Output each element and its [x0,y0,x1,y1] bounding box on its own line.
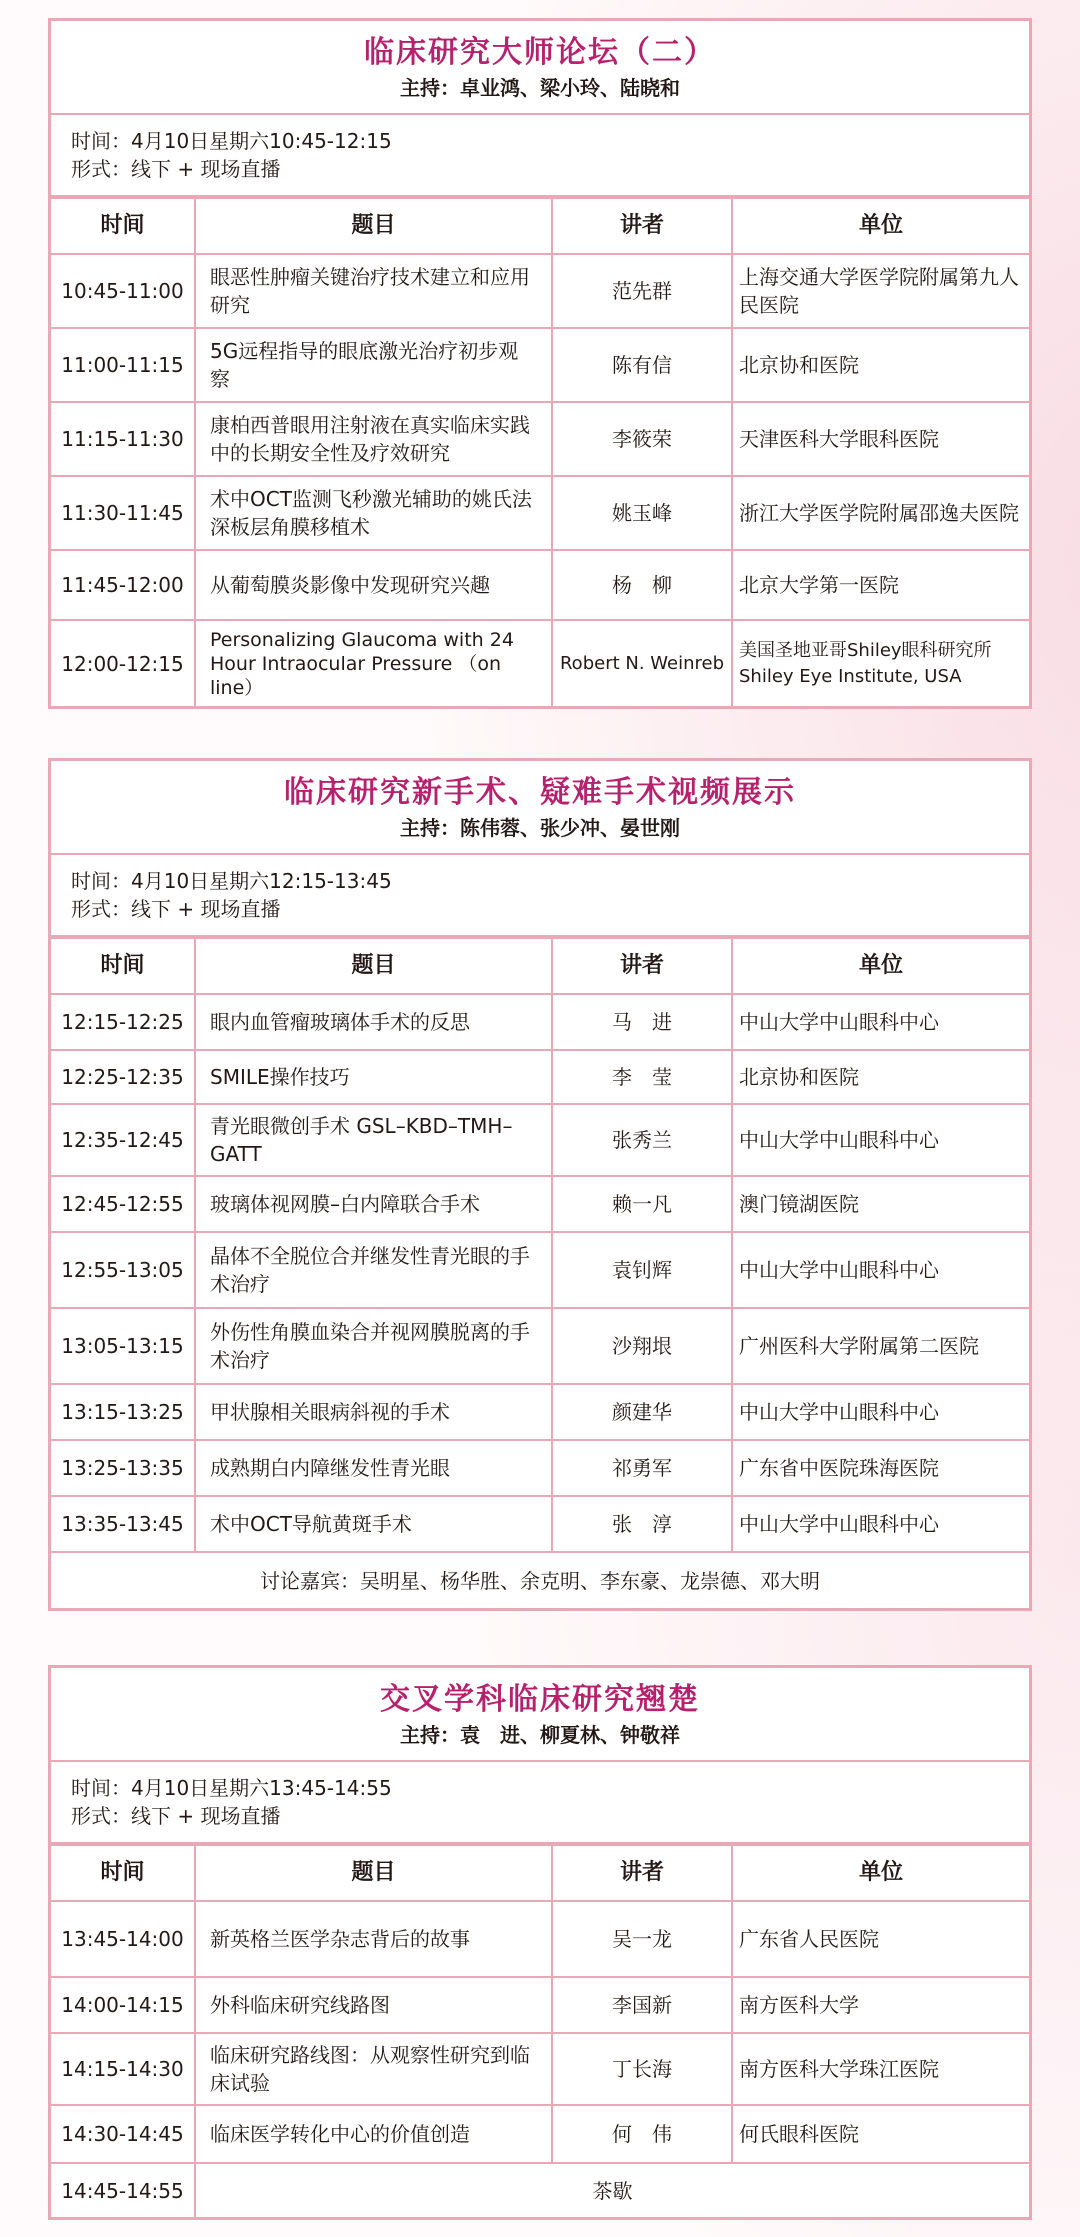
session-host: 主持：袁 进、柳夏林、钟敬祥 [400,1723,680,1747]
table-header-row [51,1845,1029,1901]
row-unit: 澳门镜湖医院 [732,1176,1029,1232]
row-topic: 青光眼微创手术 GSL–KBD–TMH–GATT [195,1104,552,1176]
row-unit: 北京协和医院 [732,328,1029,402]
session-time: 时间：4月10日星期六10:45-12:15 [71,129,392,153]
header-unit: 单位 [732,938,1029,994]
row-unit: 中山大学中山眼科中心 [732,1104,1029,1176]
session-header [51,1668,1029,1762]
session-title: 临床研究大师论坛（二） [364,35,716,70]
header-time: 时间 [51,938,195,994]
header-unit: 单位 [732,1845,1029,1901]
row-unit: 南方医科大学珠江医院 [732,2033,1029,2105]
row-speaker: 赖一凡 [552,1176,732,1232]
row-speaker: Robert N. Weinreb [552,620,732,706]
discussion-row [51,1552,1029,1608]
table-row [51,620,1029,706]
header-topic: 题目 [195,938,552,994]
session-block-1 [48,18,1032,709]
row-topic: 玻璃体视网膜–白内障联合手术 [195,1176,552,1232]
row-topic: SMILE操作技巧 [195,1050,552,1104]
row-unit: 中山大学中山眼科中心 [732,994,1029,1050]
row-unit: 浙江大学医学院附属邵逸夫医院 [732,476,1029,550]
session-format: 形式：线下 + 现场直播 [71,157,281,181]
table-row [51,1496,1029,1552]
row-speaker: 丁长海 [552,2033,732,2105]
row-speaker: 姚玉峰 [552,476,732,550]
schedule-table [51,937,1029,1608]
row-time: 11:30-11:45 [51,476,195,550]
row-time: 11:15-11:30 [51,402,195,476]
row-time: 12:15-12:25 [51,994,195,1050]
table-row [51,1384,1029,1440]
table-row [51,994,1029,1050]
session-header [51,21,1029,115]
row-speaker: 杨 柳 [552,550,732,620]
schedule-table [51,1844,1029,2217]
row-unit: 中山大学中山眼科中心 [732,1496,1029,1552]
session-format: 形式：线下 + 现场直播 [71,897,281,921]
header-time: 时间 [51,1845,195,1901]
session-block-3 [48,1665,1032,2220]
session-time: 时间：4月10日星期六13:45-14:55 [71,1776,392,1800]
row-topic: 术中OCT监测飞秒激光辅助的姚氏法深板层角膜移植术 [195,476,552,550]
row-time: 12:25-12:35 [51,1050,195,1104]
row-unit: 中山大学中山眼科中心 [732,1384,1029,1440]
row-topic: 康柏西普眼用注射液在真实临床实践中的长期安全性及疗效研究 [195,402,552,476]
session-info [51,115,1029,197]
session-title: 交叉学科临床研究翘楚 [380,1682,700,1717]
table-row [51,1901,1029,1977]
row-topic: 外科临床研究线路图 [195,1977,552,2033]
row-speaker: 吴一龙 [552,1901,732,1977]
table-row [51,254,1029,328]
row-topic: 眼内血管瘤玻璃体手术的反思 [195,994,552,1050]
row-speaker: 张秀兰 [552,1104,732,1176]
row-time: 13:25-13:35 [51,1440,195,1496]
row-speaker: 李国新 [552,1977,732,2033]
row-time: 10:45-11:00 [51,254,195,328]
row-speaker: 袁钊辉 [552,1232,732,1308]
row-time: 13:45-14:00 [51,1901,195,1977]
row-topic: 临床研究路线图：从观察性研究到临床试验 [195,2033,552,2105]
table-row [51,1176,1029,1232]
table-header-row [51,938,1029,994]
schedule-table [51,197,1029,706]
row-speaker: 何 伟 [552,2105,732,2163]
session-format: 形式：线下 + 现场直播 [71,1804,281,1828]
header-speaker: 讲者 [552,1845,732,1901]
header-topic: 题目 [195,1845,552,1901]
header-speaker: 讲者 [552,198,732,254]
table-row [51,1232,1029,1308]
row-topic: 术中OCT导航黄斑手术 [195,1496,552,1552]
table-row [51,1440,1029,1496]
session-host: 主持：陈伟蓉、张少冲、晏世刚 [400,816,680,840]
row-topic: Personalizing Glaucoma with 24 Hour Intraocular Pressure （on line） [195,620,552,706]
table-row [51,1308,1029,1384]
header-unit: 单位 [732,198,1029,254]
row-unit: 何氏眼科医院 [732,2105,1029,2163]
table-row [51,1050,1029,1104]
session-block-2 [48,758,1032,1611]
table-row [51,328,1029,402]
row-time: 13:35-13:45 [51,1496,195,1552]
table-row [51,2033,1029,2105]
row-speaker: 李筱荣 [552,402,732,476]
row-time: 14:00-14:15 [51,1977,195,2033]
row-topic: 从葡萄膜炎影像中发现研究兴趣 [195,550,552,620]
row-unit: 上海交通大学医学院附属第九人民医院 [732,254,1029,328]
session-host: 主持：卓业鸿、梁小玲、陆晓和 [400,76,680,100]
table-row [51,402,1029,476]
row-time: 11:00-11:15 [51,328,195,402]
session-title: 临床研究新手术、疑难手术视频展示 [284,775,796,810]
row-speaker: 张 淳 [552,1496,732,1552]
row-speaker: 马 进 [552,994,732,1050]
row-topic: 晶体不全脱位合并继发性青光眼的手术治疗 [195,1232,552,1308]
row-time: 11:45-12:00 [51,550,195,620]
row-speaker: 李 莹 [552,1050,732,1104]
row-time: 12:00-12:15 [51,620,195,706]
row-speaker: 陈有信 [552,328,732,402]
row-time: 13:05-13:15 [51,1308,195,1384]
row-unit: 广东省人民医院 [732,1901,1029,1977]
row-unit: 北京协和医院 [732,1050,1029,1104]
break-row [51,2163,1029,2217]
row-time: 14:30-14:45 [51,2105,195,2163]
header-speaker: 讲者 [552,938,732,994]
break-time: 14:45-14:55 [51,2163,195,2217]
row-speaker: 颜建华 [552,1384,732,1440]
table-header-row [51,198,1029,254]
header-time: 时间 [51,198,195,254]
header-topic: 题目 [195,198,552,254]
row-unit: 天津医科大学眼科医院 [732,402,1029,476]
row-time: 12:35-12:45 [51,1104,195,1176]
row-unit: 美国圣地亚哥Shiley眼科研究所 Shiley Eye Institute, USA [732,620,1029,706]
tea-break-label: 茶歇 [195,2163,1029,2217]
row-topic: 5G远程指导的眼底激光治疗初步观察 [195,328,552,402]
row-speaker: 祁勇军 [552,1440,732,1496]
table-row [51,550,1029,620]
session-info [51,1762,1029,1844]
row-time: 13:15-13:25 [51,1384,195,1440]
row-topic: 甲状腺相关眼病斜视的手术 [195,1384,552,1440]
row-time: 14:15-14:30 [51,2033,195,2105]
table-row [51,2105,1029,2163]
row-topic: 临床医学转化中心的价值创造 [195,2105,552,2163]
row-time: 12:45-12:55 [51,1176,195,1232]
session-info [51,855,1029,937]
session-header [51,761,1029,855]
row-time: 12:55-13:05 [51,1232,195,1308]
table-row [51,1977,1029,2033]
row-speaker: 沙翔垠 [552,1308,732,1384]
row-speaker: 范先群 [552,254,732,328]
table-row [51,1104,1029,1176]
session-time: 时间：4月10日星期六12:15-13:45 [71,869,392,893]
row-unit: 北京大学第一医院 [732,550,1029,620]
row-unit: 中山大学中山眼科中心 [732,1232,1029,1308]
discussion-guests: 讨论嘉宾：吴明星、杨华胜、余克明、李东豪、龙崇德、邓大明 [51,1552,1029,1608]
row-topic: 成熟期白内障继发性青光眼 [195,1440,552,1496]
row-unit: 广东省中医院珠海医院 [732,1440,1029,1496]
row-topic: 新英格兰医学杂志背后的故事 [195,1901,552,1977]
table-row [51,476,1029,550]
row-unit: 广州医科大学附属第二医院 [732,1308,1029,1384]
row-topic: 外伤性角膜血染合并视网膜脱离的手术治疗 [195,1308,552,1384]
row-topic: 眼恶性肿瘤关键治疗技术建立和应用研究 [195,254,552,328]
row-unit: 南方医科大学 [732,1977,1029,2033]
